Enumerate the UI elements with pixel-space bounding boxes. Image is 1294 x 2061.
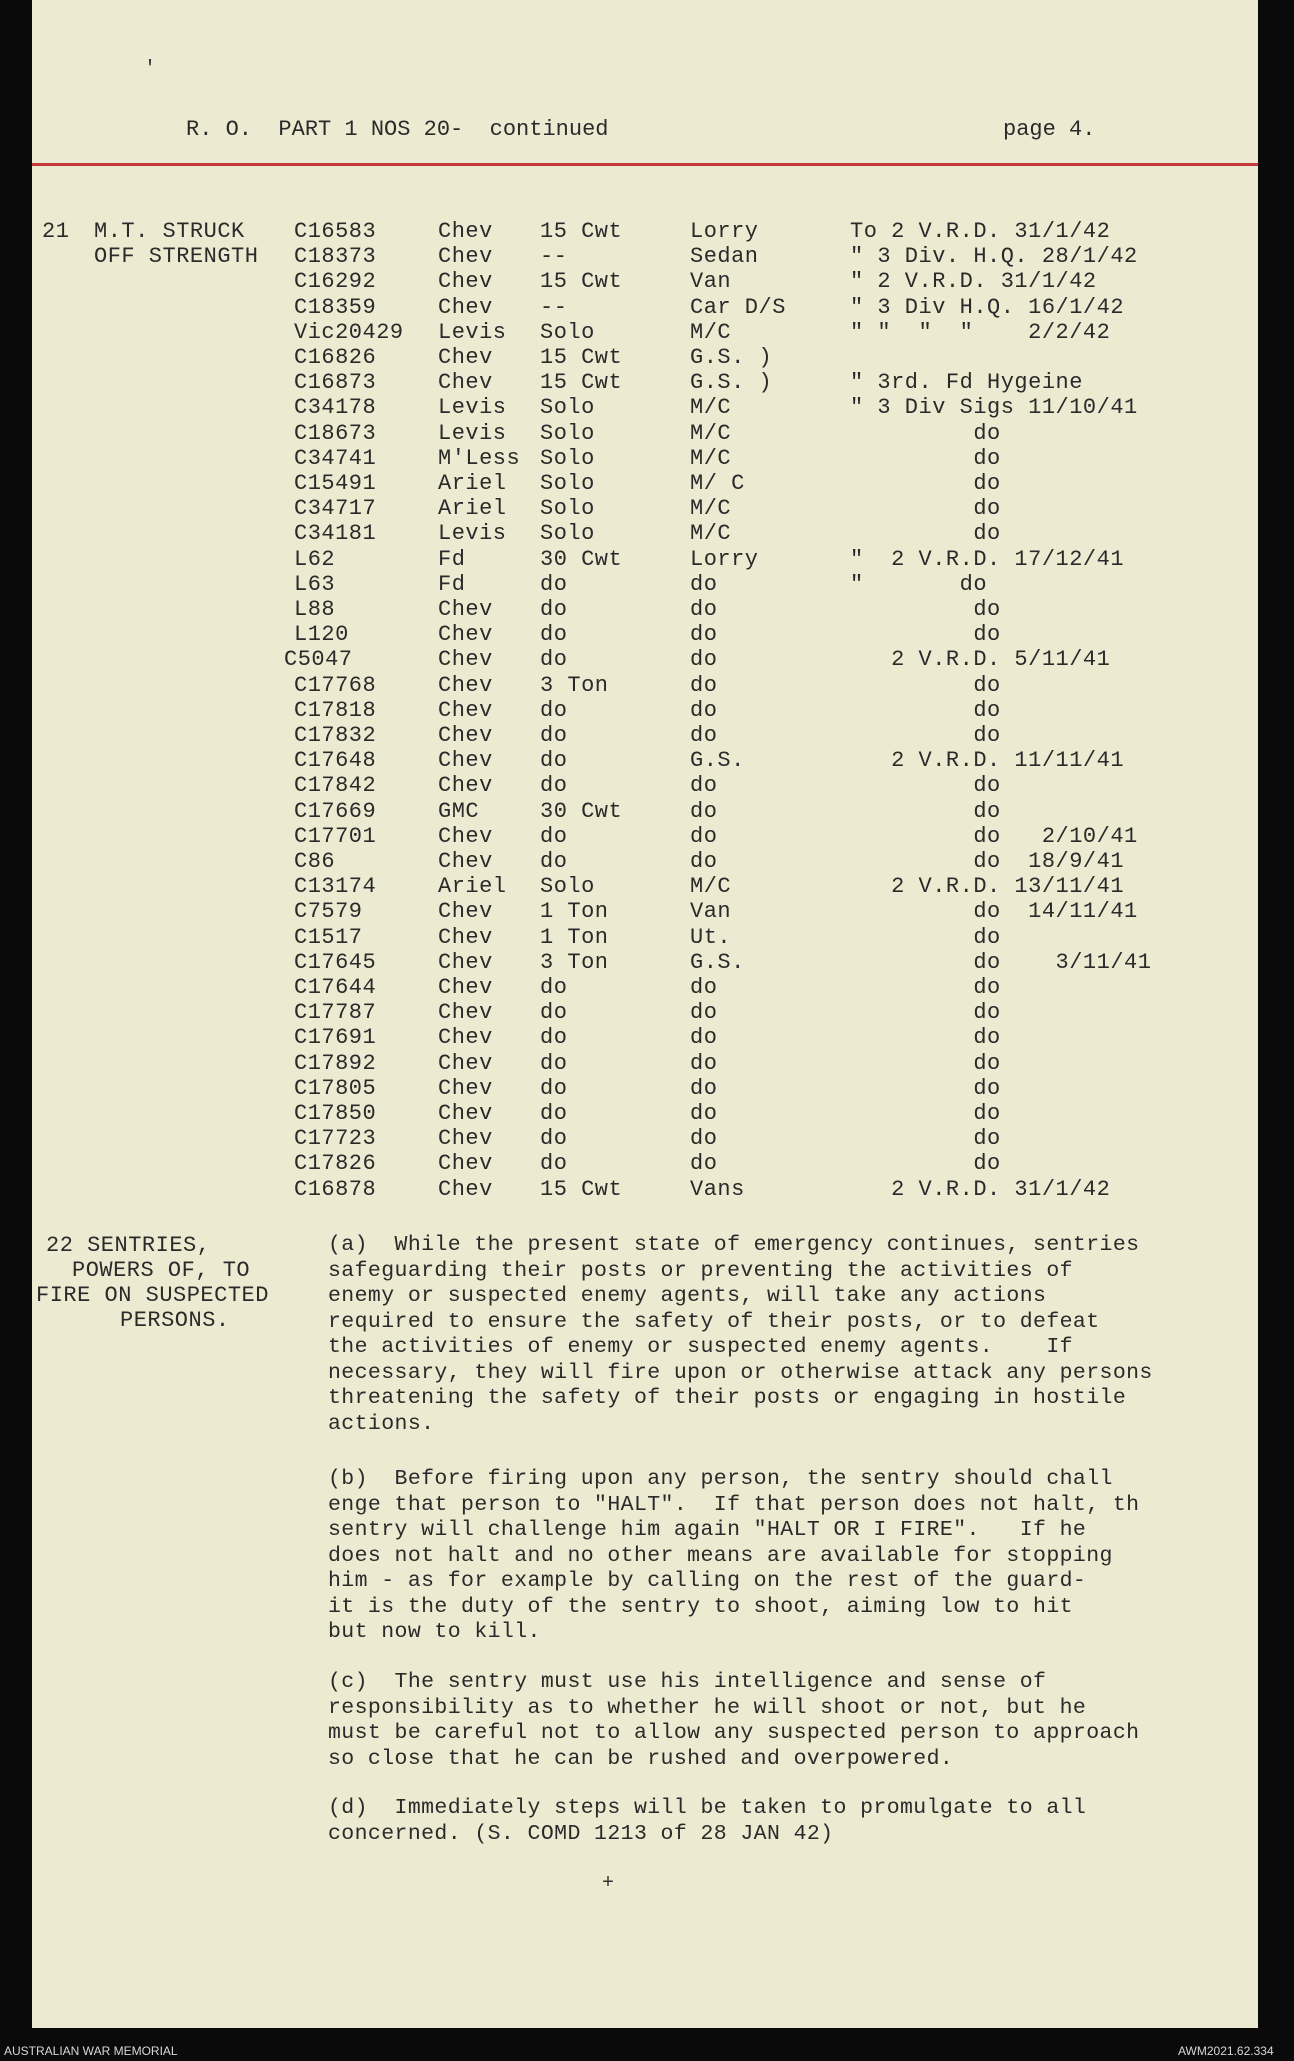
cell-type: Sedan [690,244,759,270]
cell-type: do [690,975,718,1000]
cell-type: do [690,1000,718,1026]
cell-size: Solo [540,496,595,522]
cell-id: C34181 [294,521,377,547]
cell-size: 15 Cwt [540,269,623,295]
cell-make: Ariel [438,496,507,522]
cell-make: M'Less [438,445,521,471]
cell-size: 30 Cwt [540,798,623,824]
cell-make: Chev [438,1101,493,1126]
cell-id: C18373 [294,244,377,270]
cell-make: Chev [438,748,493,774]
cell-size: do [540,823,568,849]
cell-dest: " 3rd. Fd Hygeine [850,370,1083,396]
cell-make: Chev [438,294,493,320]
cell-dest: do [850,622,1001,648]
cell-size: 3 Ton [540,672,609,698]
cell-dest: do [850,597,1001,622]
cell-id: C34741 [294,445,377,471]
section22-title-line1: 22 SENTRIES, [46,1233,211,1258]
cell-type: G.S. ) [690,345,773,370]
cell-size: -- [540,294,568,320]
section-number: 21 [42,219,70,244]
cell-size: 15 Cwt [540,1176,623,1202]
cell-make: Chev [438,975,493,1000]
page-number: page 4. [1003,117,1096,142]
cell-dest: do [850,1075,1001,1101]
cell-make: Levis [438,319,507,345]
cell-make: Chev [438,849,493,874]
cell-make: Chev [438,697,493,723]
cell-make: Chev [438,219,493,244]
cell-id: C86 [294,849,336,874]
cell-size: Solo [540,471,595,496]
cell-id: C17818 [294,697,377,723]
cell-size: -- [540,244,568,270]
cell-id: C17644 [294,975,377,1000]
cell-dest: " " " " 2/2/42 [850,319,1111,345]
cell-make: Levis [438,521,507,547]
cell-id: C16292 [294,269,377,295]
cell-make: Chev [438,823,493,849]
cell-id: L88 [294,597,336,622]
cell-id: C17691 [294,1025,377,1051]
cell-id: C17832 [294,723,377,748]
cell-make: Chev [438,672,493,698]
cell-make: Chev [438,1050,493,1076]
cell-make: Chev [438,647,493,673]
cell-type: do [690,697,718,723]
cell-id: C17805 [294,1075,377,1101]
document-page [32,0,1258,2028]
cell-id: L120 [294,622,349,648]
cell-type: Lorry [690,546,759,572]
cell-size: Solo [540,874,595,900]
cell-make: Chev [438,723,493,748]
cell-dest: do [850,1151,1001,1177]
cell-dest: do 3/11/41 [850,949,1152,975]
cell-size: 15 Cwt [540,370,623,396]
cell-dest: " do [850,571,988,597]
cell-id: C5047 [284,647,353,673]
cell-size: Solo [540,395,595,421]
cell-size: Solo [540,521,595,547]
cell-type: do [690,1075,718,1101]
cell-size: Solo [540,319,595,345]
cell-size: do [540,1075,568,1101]
cell-make: Chev [438,1075,493,1101]
cell-dest: " 3 Div H.Q. 16/1/42 [850,294,1125,320]
cell-size: do [540,773,568,799]
cell-make: Levis [438,420,507,446]
cell-size: do [540,1000,568,1026]
cell-dest: 2 V.R.D. 13/11/41 [850,874,1125,900]
cell-dest: do 2/10/41 [850,823,1138,849]
cell-make: Chev [438,1176,493,1202]
cell-type: do [690,647,718,673]
cell-make: Chev [438,1000,493,1026]
cell-make: Chev [438,345,493,370]
cell-size: 3 Ton [540,949,609,975]
cell-id: C17645 [294,949,377,975]
cell-id: C17723 [294,1126,377,1152]
cell-make: Chev [438,1126,493,1152]
cell-type: M/C [690,420,732,446]
cell-type: do [690,823,718,849]
cell-size: do [540,1025,568,1051]
cell-type: G.S. [690,949,745,975]
cell-size: do [540,622,568,648]
cell-size: do [540,1126,568,1152]
cell-dest: do [850,697,1001,723]
cell-dest: do [850,521,1001,547]
cell-size: Solo [540,420,595,446]
cell-type: do [690,1126,718,1152]
cell-make: Chev [438,924,493,950]
cell-id: C17826 [294,1151,377,1177]
cell-dest: " 3 Div. H.Q. 28/1/42 [850,244,1138,270]
cell-size: do [540,597,568,622]
cell-type: do [690,672,718,698]
cell-type: M/C [690,496,732,522]
cell-dest: do [850,798,1001,824]
cell-size: 15 Cwt [540,345,623,370]
cell-type: G.S. [690,748,745,774]
cell-id: C17648 [294,748,377,774]
cell-type: Van [690,899,732,925]
footer-right: AWM2021.62.334 [1178,2044,1274,2058]
cell-type: M/C [690,874,732,900]
cell-type: M/C [690,395,732,421]
cell-type: do [690,773,718,799]
cell-dest: do 18/9/41 [850,849,1125,874]
cell-size: 30 Cwt [540,546,623,572]
cell-make: Fd [438,546,466,572]
cell-size: do [540,1151,568,1177]
cell-size: Solo [540,445,595,471]
cell-dest: do 14/11/41 [850,899,1138,925]
punch-mark-bottom: + [602,1872,615,1895]
cell-id: C16878 [294,1176,377,1202]
cell-id: C34178 [294,395,377,421]
cell-size: do [540,975,568,1000]
cell-id: L62 [294,546,336,572]
cell-size: do [540,1101,568,1126]
section-title-line2: OFF STRENGTH [94,244,259,269]
cell-id: C17669 [294,798,377,824]
cell-type: do [690,597,718,622]
section22-title-line4: PERSONS. [120,1308,230,1333]
cell-id: L63 [294,571,336,597]
cell-type: M/C [690,445,732,471]
cell-size: 15 Cwt [540,219,623,244]
cell-make: Chev [438,244,493,270]
paragraph-d: (d) Immediately steps will be taken to promulgate to all concerned. (S. COMD 1213 of 28 JAN 42) [328,1796,1087,1846]
cell-dest: " 2 V.R.D. 31/1/42 [850,269,1097,295]
cell-size: do [540,571,568,597]
punch-mark: ' [144,58,157,81]
cell-dest: do [850,1025,1001,1051]
cell-make: Chev [438,773,493,799]
cell-id: C13174 [294,874,377,900]
cell-dest: do [850,1101,1001,1126]
cell-type: do [690,1151,718,1177]
cell-type: do [690,1101,718,1126]
cell-type: Lorry [690,219,759,244]
cell-type: M/C [690,521,732,547]
cell-size: do [540,748,568,774]
cell-dest: do [850,672,1001,698]
cell-id: C18359 [294,294,377,320]
cell-type: do [690,622,718,648]
cell-dest: 2 V.R.D. 5/11/41 [850,647,1111,673]
cell-dest: do [850,975,1001,1000]
cell-dest: " 3 Div Sigs 11/10/41 [850,395,1138,421]
cell-dest: do [850,723,1001,748]
cell-id: C17842 [294,773,377,799]
cell-id: C15491 [294,471,377,496]
cell-type: Ut. [690,924,732,950]
cell-size: do [540,723,568,748]
cell-type: do [690,798,718,824]
cell-id: C17850 [294,1101,377,1126]
cell-size: 1 Ton [540,899,609,925]
paragraph-b: (b) Before firing upon any person, the sentry should chall enge that person to "HALT". If that person does not halt, th sentry will challenge him again "HALT OR I FIRE". If he does not halt and no other means are available for stopping him - as for example by calling on the rest of the guard- it is the duty of the sentry to shoot, aiming low to hit but now to kill. [328,1467,1140,1644]
cell-type: do [690,1050,718,1076]
cell-type: Vans [690,1176,745,1202]
cell-size: do [540,647,568,673]
cell-type: Car D/S [690,294,786,320]
cell-dest: To 2 V.R.D. 31/1/42 [850,219,1111,244]
cell-id: C17768 [294,672,377,698]
cell-type: G.S. ) [690,370,773,396]
cell-size: 1 Ton [540,924,609,950]
section-title-line1: M.T. STRUCK [94,219,245,244]
cell-size: do [540,849,568,874]
cell-size: do [540,1050,568,1076]
cell-dest: do [850,496,1001,522]
cell-type: do [690,723,718,748]
paragraph-c: (c) The sentry must use his intelligence and sense of responsibility as to whether he will shoot or not, but he must be careful not to allow any suspected person to approach so close that he can be rushed and overpowered. [328,1670,1140,1771]
cell-make: Chev [438,899,493,925]
cell-make: Chev [438,597,493,622]
cell-make: Chev [438,1151,493,1177]
cell-dest: do [850,1050,1001,1076]
paragraph-a: (a) While the present state of emergency continues, sentries safeguarding their posts or preventing the activities of enemy or suspected enemy agents, will take any actions required to ensure the safety of their posts, or to defeat the activities of enemy or suspected enemy agents. If necessary, they will fire upon or otherwise attack any persons threatening the safety of their posts or engaging in hostile actions. [328,1233,1153,1436]
cell-make: Chev [438,370,493,396]
cell-id: C17701 [294,823,377,849]
cell-dest: do [850,420,1001,446]
cell-dest: do [850,924,1001,950]
cell-make: Ariel [438,471,507,496]
cell-make: Ariel [438,874,507,900]
cell-id: C17892 [294,1050,377,1076]
cell-dest: do [850,445,1001,471]
cell-id: C1517 [294,924,363,950]
section22-title-line3: FIRE ON SUSPECTED [36,1283,269,1308]
cell-make: Fd [438,571,466,597]
cell-make: Chev [438,949,493,975]
cell-id: C7579 [294,899,363,925]
cell-type: Van [690,269,732,295]
cell-type: do [690,571,718,597]
cell-make: Chev [438,269,493,295]
cell-type: do [690,849,718,874]
cell-id: C16873 [294,370,377,396]
header-title: R. O. PART 1 NOS 20- continued [186,117,609,142]
cell-size: do [540,697,568,723]
cell-dest: " 2 V.R.D. 17/12/41 [850,546,1125,572]
cell-dest: do [850,471,1001,496]
cell-id: C34717 [294,496,377,522]
cell-id: C16826 [294,345,377,370]
cell-dest: do [850,1126,1001,1152]
cell-type: do [690,1025,718,1051]
cell-make: Chev [438,622,493,648]
section22-title-line2: POWERS OF, TO [72,1258,251,1283]
cell-dest: do [850,773,1001,799]
cell-type: M/ C [690,471,745,496]
header-rule [32,163,1258,166]
cell-id: C17787 [294,1000,377,1026]
footer-left: AUSTRALIAN WAR MEMORIAL [4,2044,178,2058]
cell-make: GMC [438,798,480,824]
cell-type: M/C [690,319,732,345]
cell-make: Chev [438,1025,493,1051]
cell-id: C18673 [294,420,377,446]
cell-make: Levis [438,395,507,421]
cell-dest: 2 V.R.D. 11/11/41 [850,748,1125,774]
cell-dest: 2 V.R.D. 31/1/42 [850,1176,1111,1202]
cell-id: C16583 [294,219,377,244]
cell-id: Vic20429 [294,319,404,345]
cell-dest: do [850,1000,1001,1026]
